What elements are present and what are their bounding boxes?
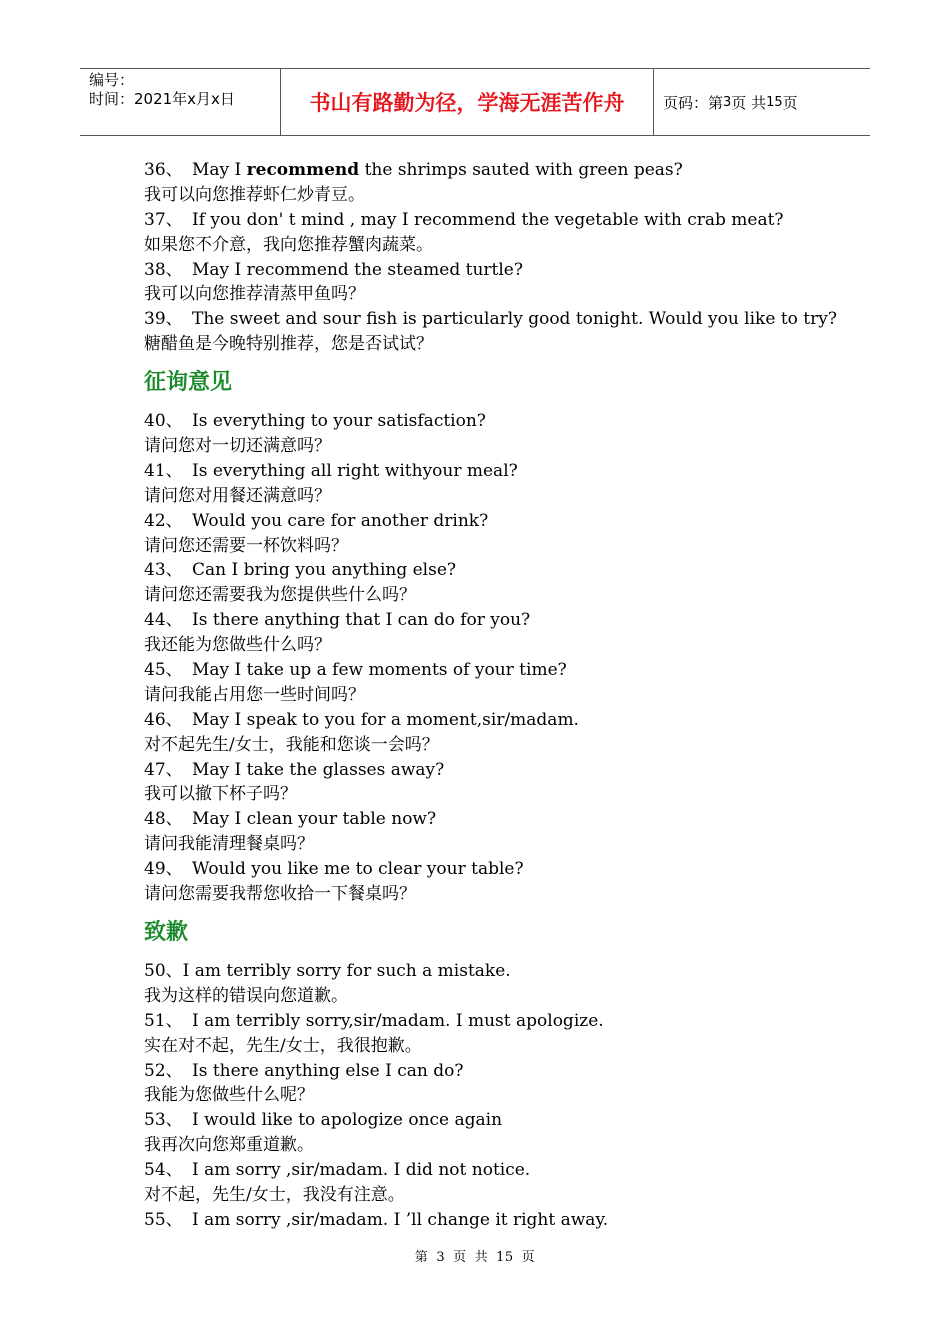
page-mid-label: 页 共 (731, 93, 767, 112)
sentence-zh: 我再次向您郑重道歉。 (144, 1135, 314, 1156)
sentence-en (144, 558, 844, 583)
sentence-en (144, 409, 844, 434)
sentence-text: May I recommend the steamed turtle? (192, 259, 523, 280)
sentence-zh: 糖醋鱼是今晚特别推荐，您是否试试？ (144, 334, 433, 355)
sentence-zh: 我还能为您做些什么吗？ (144, 635, 331, 656)
sentence-en (144, 258, 844, 283)
sentence-text: Is there anything that I can do for you? (192, 610, 531, 631)
sentence-text: Can I bring you anything else? (192, 560, 457, 581)
item-number: 50、I am terribly sorry for such a mistake. (144, 960, 511, 981)
item-number: 53、 (144, 1110, 183, 1131)
item-number: 47、 (144, 759, 183, 780)
item-number: 36、 (144, 160, 183, 180)
sentence-en (144, 1158, 844, 1183)
item-number: 48、 (144, 809, 183, 830)
sentence-en (144, 608, 844, 633)
sentence-zh: 我可以撤下杯子吗？ (144, 784, 297, 805)
page-header (80, 68, 870, 136)
sentence-text: I am sorry ,sir/madam. I did not notice. (192, 1160, 531, 1181)
item-number: 45、 (144, 660, 183, 681)
header-motto: 书山有路勤为径，学海无涯苦作舟 (281, 69, 654, 135)
sentence-text: May I speak to you for a moment,sir/madam. (192, 709, 579, 730)
item-number: 39、 (144, 309, 183, 330)
section-apology (144, 959, 844, 1233)
page-number: 3 (723, 94, 732, 110)
sentence-keyword: recommend (246, 160, 360, 180)
page-label: 页码：第 (663, 93, 724, 112)
sentence-zh: 请问您对一切还满意吗？ (144, 436, 331, 457)
footer-label-b: 页 (453, 1250, 467, 1265)
sentence-zh: 对不起先生/女士，我能和您谈一会吗？ (144, 734, 439, 755)
sentence-zh: 请问我能清理餐桌吗？ (144, 834, 314, 855)
sentence-zh: 请问您还需要我为您提供些什么吗？ (144, 585, 416, 606)
sentence-zh: 请问您对用餐还满意吗？ (144, 485, 331, 506)
page-footer (0, 1246, 950, 1265)
sentence-en (144, 658, 844, 683)
footer-label-c: 共 (474, 1250, 489, 1265)
sentence-en (144, 1108, 844, 1133)
item-number: 51、 (144, 1010, 183, 1031)
footer-page-number: 3 (436, 1250, 446, 1265)
item-number: 44、 (144, 610, 183, 631)
sentence-en (144, 1208, 844, 1233)
sentence-en (144, 307, 844, 332)
sentence-zh: 对不起，先生/女士，我没有注意。 (144, 1184, 405, 1205)
sentence-en (144, 459, 844, 484)
item-number: 49、 (144, 859, 183, 880)
serial-label: 编号： (89, 71, 135, 89)
sentence-en (144, 208, 844, 233)
item-number: 54、 (144, 1160, 183, 1181)
sentence-zh: 我为这样的错误向您道歉。 (144, 985, 348, 1006)
sentence-en (144, 857, 844, 882)
sentence-zh: 请问您还需要一杯饮料吗？ (144, 535, 348, 556)
item-number: 43、 (144, 560, 183, 581)
footer-page-total: 15 (496, 1250, 514, 1265)
item-number: 42、 (144, 510, 183, 531)
heading-ask-opinion: 征询意见 (144, 370, 233, 396)
sentence-text: The sweet and sour fish is particularly good tonight. Would you like to try? (192, 309, 837, 330)
sentence-text: Is everything to your satisfaction? (192, 411, 486, 432)
sentence-zh: 实在对不起，先生/女士，我很抱歉。 (144, 1035, 422, 1056)
sentence-text: Would you like me to clear your table? (192, 859, 524, 880)
header-page-info (654, 69, 870, 135)
time-label: 时间：2021年x月x日 (89, 90, 235, 108)
sentence-text: May I (192, 160, 247, 180)
document-body (144, 158, 844, 1233)
sentence-zh: 我可以向您推荐虾仁炒青豆。 (144, 184, 365, 205)
sentence-en (144, 807, 844, 832)
sentence-en (144, 708, 844, 733)
sentence-en (144, 758, 844, 783)
item-number: 46、 (144, 709, 183, 730)
sentence-zh: 我能为您做些什么呢？ (144, 1085, 314, 1106)
sentence-text-rest: the shrimps sauted with green peas? (359, 160, 683, 180)
footer-label-d: 页 (521, 1250, 536, 1265)
header-meta (80, 69, 281, 135)
item-number: 38、 (144, 259, 183, 280)
item-number: 55、 (144, 1209, 183, 1230)
section-recommend (144, 158, 844, 357)
sentence-en (144, 1059, 844, 1084)
page-end-label: 页 (782, 93, 798, 112)
sentence-zh: 请问我能占用您一些时间吗？ (144, 684, 365, 705)
sentence-text: I would like to apologize once again (192, 1110, 503, 1131)
sentence-text: Is there anything else I can do? (192, 1060, 464, 1081)
sentence-en (144, 1009, 844, 1034)
sentence-text: Would you care for another drink? (192, 510, 489, 531)
sentence-text: May I clean your table now? (192, 809, 437, 830)
sentence-zh: 我可以向您推荐清蒸甲鱼吗？ (144, 284, 365, 305)
item-number: 41、 (144, 460, 183, 481)
sentence-text: Is everything all right withyour meal? (192, 460, 518, 481)
heading-apology: 致歉 (144, 919, 189, 945)
sentence-text: If you don' t mind , may I recommend the vegetable with crab meat? (192, 209, 784, 230)
item-number: 52、 (144, 1060, 183, 1081)
sentence-text: May I take the glasses away? (192, 759, 445, 780)
item-number: 37、 (144, 209, 183, 230)
sentence-text: I am sorry ,sir/madam. I ’ll change it right away. (192, 1209, 609, 1230)
sentence-en (144, 959, 844, 984)
sentence-en (144, 509, 844, 534)
sentence-en (144, 158, 844, 183)
sentence-zh: 请问您需要我帮您收拾一下餐桌吗？ (144, 884, 416, 905)
sentence-text: I am terribly sorry,sir/madam. I must apologize. (192, 1010, 604, 1031)
page-total: 15 (766, 94, 783, 110)
sentence-zh: 如果您不介意，我向您推荐蟹肉蔬菜。 (144, 234, 433, 255)
item-number: 40、 (144, 411, 183, 432)
footer-label-a: 第 (414, 1250, 429, 1265)
sentence-text: May I take up a few moments of your time? (192, 660, 567, 681)
section-ask-opinion (144, 409, 844, 907)
